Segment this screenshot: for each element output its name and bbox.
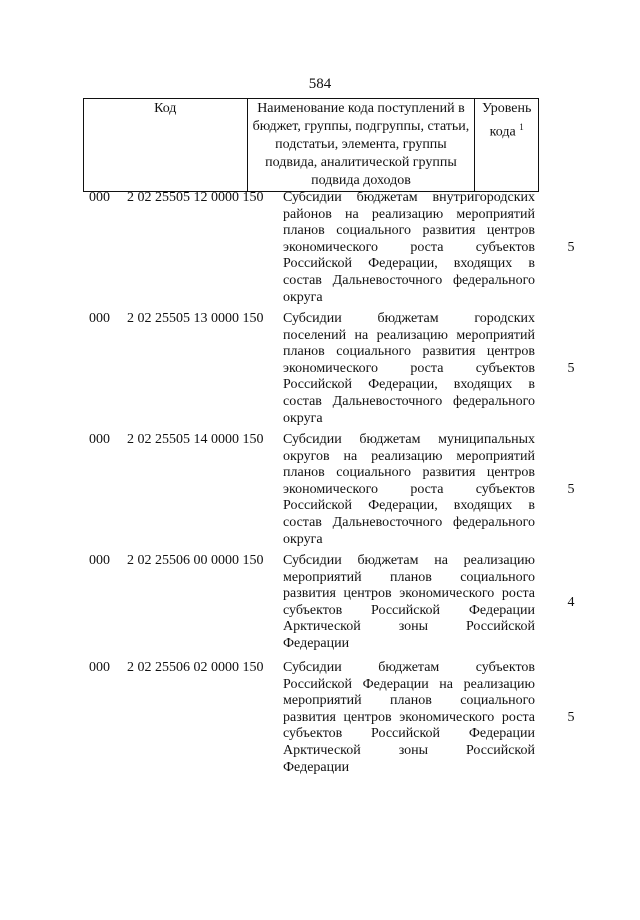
row-prefix: 000 [89,311,110,326]
row-prefix: 000 [89,432,110,447]
table-row [83,660,575,781]
row-code: 2 02 25505 13 0000 150 [127,311,264,326]
row-name: Субсидии бюджетам муниципальных округов на реализацию мероприятий планов социального развития центров экономического роста субъектов Российской Федерации, входящих в состав Дальневосточного федерального округа [283,432,535,547]
table-body [83,190,575,781]
row-level: 4 [567,595,575,610]
header-level-cell [475,99,539,192]
header-level-footnote: 1 [519,122,524,132]
page-number: 584 [308,76,332,92]
header-code: Код [84,99,248,192]
row-level: 5 [567,240,575,255]
row-name: Субсидии бюджетам городских поселений на реализацию мероприятий планов социального развития центров экономического роста субъектов Российской Федерации, входящих в состав Дальневосточного федерального округа [283,311,535,426]
row-name: Субсидии бюджетам внутригородских районов на реализацию мероприятий планов социального развития центров экономического роста субъектов Российской Федерации, входящих в состав Дальневосточного федерального округа [283,190,535,305]
row-name: Субсидии бюджетам на реализацию мероприятий планов социального развития центров экономического роста субъектов Российской Федерации Арктической зоны Российской Федерации [283,553,535,651]
header-level: Уровень кода [482,101,532,140]
row-prefix: 000 [89,553,110,568]
table-header [83,98,539,192]
table-row [83,311,575,432]
row-code: 2 02 25505 14 0000 150 [127,432,264,447]
row-code: 2 02 25505 12 0000 150 [127,190,264,205]
table-row [83,432,575,553]
row-code: 2 02 25506 02 0000 150 [127,660,264,675]
row-prefix: 000 [89,190,110,205]
table-row [83,190,575,311]
row-level: 5 [567,710,575,725]
row-level: 5 [567,361,575,376]
table-row [83,553,575,660]
header-name: Наименование кода поступлений в бюджет, группы, подгруппы, статьи, подстатьи, элемента, группы подвида, аналитической группы подвида доходов [247,99,475,192]
row-level: 5 [567,482,575,497]
row-name: Субсидии бюджетам субъектов Российской Федерации на реализацию мероприятий планов социального развития центров экономического роста субъектов Российской Федерации Арктической зоны Российской Федерации [283,660,535,775]
row-prefix: 000 [89,660,110,675]
row-code: 2 02 25506 00 0000 150 [127,553,264,568]
